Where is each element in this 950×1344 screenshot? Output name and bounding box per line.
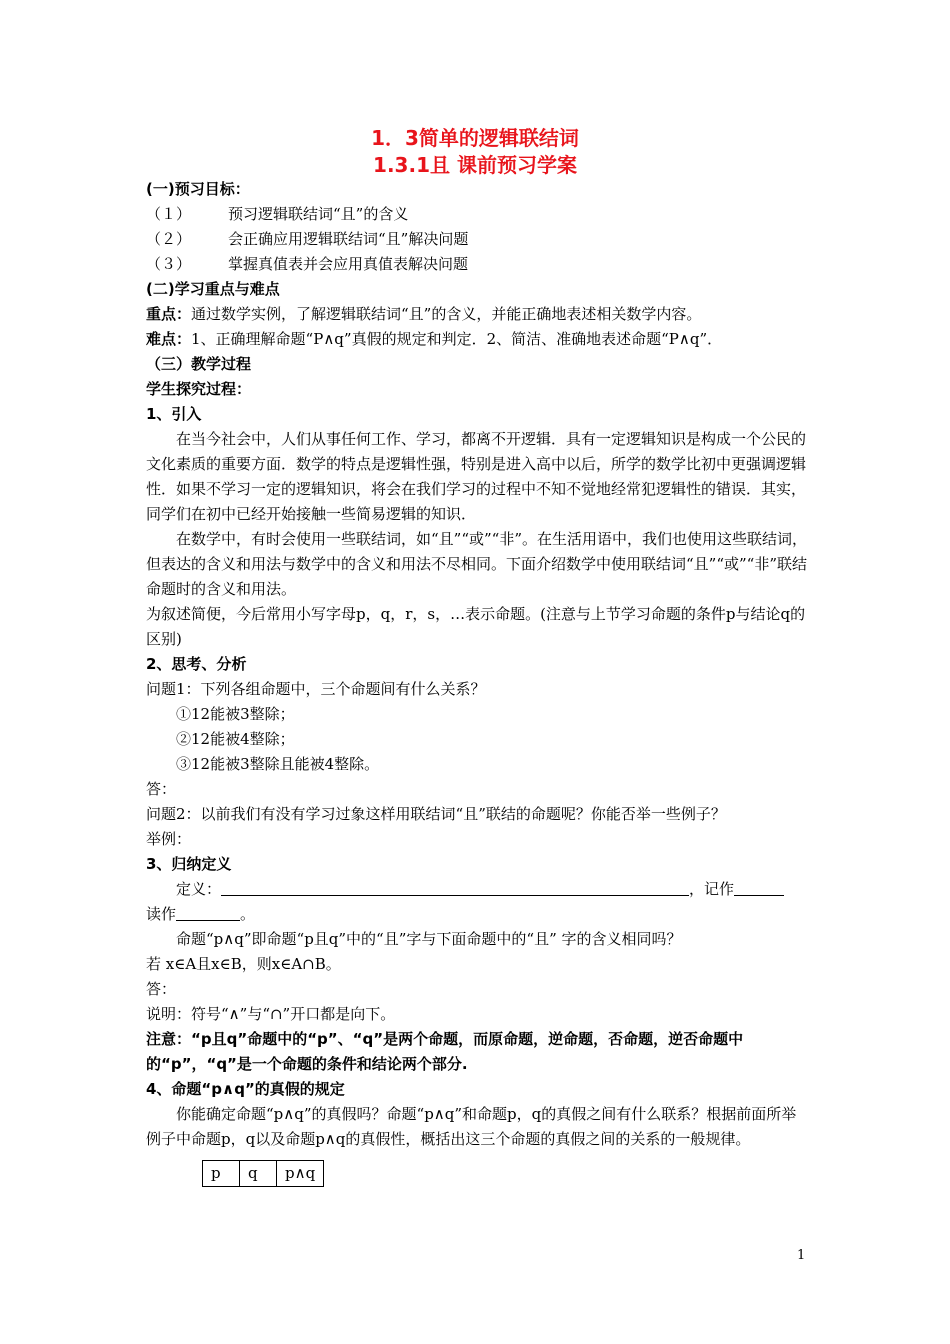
reading-blank[interactable]	[176, 903, 240, 921]
goal-item-3	[146, 252, 811, 277]
definition-label: 定义：	[176, 880, 222, 898]
question-1-item: ①12能被3整除；	[176, 705, 295, 723]
goal-item-1	[146, 202, 811, 227]
intro-paragraph-2: 在数学中，有时会使用一些联结词，如“且”“或”“非”。在生活用语中，我们也使用这些联结词，但表达的含义和用法与数学中的含义和用法不尽相同。下面介绍数学中使用联结词“且”“或”“非”联结命题时的含义和用法。	[146, 530, 808, 598]
intro-paragraph-3: 为叙述简便，今后常用小写字母p，q，r，s，…表示命题。(注意与上节学习命题的条件p与结论q的区别)	[146, 605, 806, 648]
section3-subheading: 学生探究过程：	[146, 380, 252, 398]
section2-heading: (二)学习重点与难点	[146, 280, 280, 298]
reading-label: 读作	[146, 905, 177, 923]
definition-heading: 3、归纳定义	[146, 855, 232, 873]
rule-heading: 4、命题“p∧q”的真假的规定	[146, 1080, 345, 1098]
title-line-2: 1.3.1且 课前预习学案	[373, 153, 577, 177]
key-label: 重点：	[146, 305, 192, 323]
note: 注意：“p且q”命题中的“p”、“q”是两个命题，而原命题，逆命题，否命题，逆否命题中的“p”，“q”是一个命题的条件和结论两个部分.	[146, 1030, 744, 1073]
section3-heading: （三）教学过程	[146, 355, 252, 373]
intro-paragraph-1: 在当今社会中，人们从事任何工作、学习，都离不开逻辑．具有一定逻辑知识是构成一个公民的文化素质的重要方面．数学的特点是逻辑性强，特别是进入高中以后，所学的数学比初中更强调逻辑性．如果不学习一定的逻辑知识，将会在我们学习的过程中不知不觉地经常犯逻辑性的错误．其实，同学们在初中已经开始接触一些简易逻辑的知识．	[146, 430, 807, 523]
key-text: 通过数学实例，了解逻辑联结词“且”的含义，并能正确地表述相关数学内容。	[191, 305, 702, 323]
table-header-p-and-q: p∧q	[277, 1161, 324, 1187]
difficult-text: 1、正确理解命题“P∧q”真假的规定和判定．2、简洁、准确地表述命题“P∧q”．	[191, 330, 723, 348]
goal-num: （１）	[146, 205, 192, 223]
example-label: 举例：	[146, 830, 192, 848]
page-number: 1	[797, 1248, 806, 1263]
question-1: 问题1：下列各组命题中，三个命题间有什么关系？	[146, 680, 486, 698]
definition-line	[146, 877, 811, 902]
document-body	[146, 177, 811, 1187]
answer-label-2: 答：	[146, 980, 177, 998]
definition-blank[interactable]	[221, 878, 689, 896]
question-1-item: ②12能被4整除；	[176, 730, 295, 748]
answer-label: 答：	[146, 780, 177, 798]
table-header-q: q	[240, 1161, 277, 1187]
intro-heading: 1、引入	[146, 405, 202, 423]
notation-label: ，记作	[689, 880, 735, 898]
goal-text: 预习逻辑联结词“且”的含义	[228, 205, 409, 223]
section1-heading: (一)预习目标：	[146, 180, 250, 198]
goal-num: （２）	[146, 230, 192, 248]
notation-blank[interactable]	[734, 878, 784, 896]
key-point	[146, 302, 811, 327]
truth-table	[202, 1160, 324, 1187]
think-heading: 2、思考、分析	[146, 655, 247, 673]
goal-text: 掌握真值表并会应用真值表解决问题	[228, 255, 469, 273]
rule-paragraph: 你能确定命题“p∧q”的真假吗？命题“p∧q”和命题p，q的真假之间有什么联系？根据前面所举例子中命题p，q以及命题p∧q的真假性，概括出这三个命题的真假之间的关系的一般规律。	[146, 1105, 797, 1148]
reading-end: 。	[240, 905, 256, 923]
goal-item-2	[146, 227, 811, 252]
goal-text: 会正确应用逻辑联结词“且”解决问题	[228, 230, 469, 248]
explanation: 说明：符号“∧”与“∩”开口都是向下。	[146, 1005, 396, 1023]
definition-paragraph-2: 命题“p∧q”即命题“p且q”中的“且”字与下面命题中的“且” 字的含义相同吗？	[176, 930, 682, 948]
question-2: 问题2：以前我们有没有学习过象这样用联结词“且”联结的命题呢？你能否举一些例子？	[146, 805, 726, 823]
definition-paragraph-3: 若 x∈A且x∈B，则x∈A∩B。	[146, 955, 341, 973]
table-row	[203, 1161, 324, 1187]
reading-line	[146, 902, 811, 927]
difficult-point	[146, 327, 811, 352]
title-line-1: 1．3简单的逻辑联结词	[371, 126, 579, 150]
goal-num: （３）	[146, 255, 192, 273]
difficult-label: 难点：	[146, 330, 192, 348]
question-1-item: ③12能被3整除且能被4整除。	[176, 755, 380, 773]
table-header-p: p	[203, 1161, 240, 1187]
